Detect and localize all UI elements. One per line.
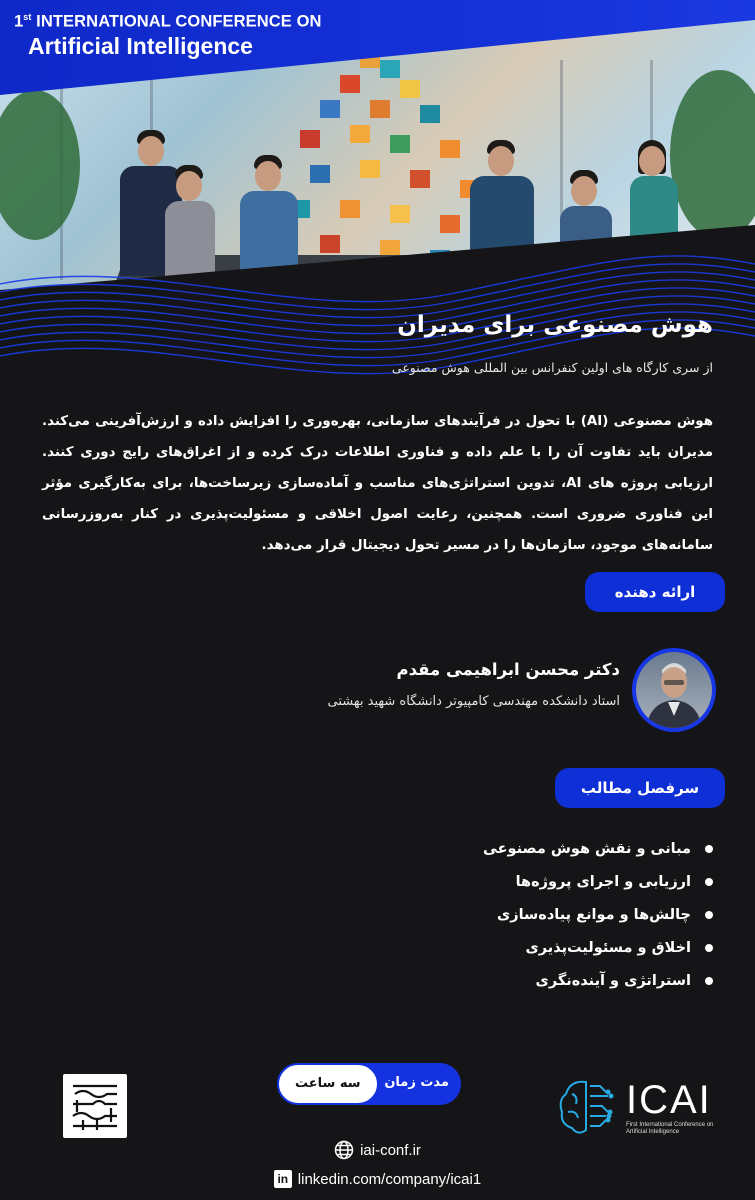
conference-line-1: 1st INTERNATIONAL CONFERENCE ON [14, 12, 322, 31]
website-link[interactable] [0, 1140, 755, 1160]
brain-circuit-icon [556, 1074, 620, 1138]
duration-label: مدت زمان [384, 1075, 449, 1090]
linkedin-url[interactable]: linkedin.com/company/icai1 [297, 1170, 482, 1188]
presenter-photo [636, 652, 712, 728]
icai-subtitle: First International Conference on Artificial Intelligence [626, 1122, 714, 1135]
topics-list [483, 832, 713, 997]
linkedin-icon: in [274, 1170, 292, 1188]
bullet-icon [705, 977, 713, 985]
bullet-icon [705, 878, 713, 886]
globe-icon [334, 1140, 354, 1160]
conference-line-2: Artificial Intelligence [28, 33, 253, 59]
presenter-position: استاد دانشکده مهندسی کامپیوتر دانشگاه شهید بهشتی [327, 694, 620, 709]
bullet-icon [705, 845, 713, 853]
topic-item: ارزیابی و اجرای پروژه‌ها [483, 865, 713, 898]
presenter-section-label: ارائه دهنده [585, 572, 725, 612]
website-url[interactable]: iai-conf.ir [360, 1141, 421, 1159]
linkedin-link[interactable] [0, 1170, 755, 1188]
topic-item: چالش‌ها و موانع پیاده‌سازی [483, 898, 713, 931]
duration-badge [277, 1063, 461, 1105]
duration-value: سه ساعت [295, 1076, 361, 1091]
university-logo [63, 1074, 127, 1138]
topic-item: مبانی و نقش هوش مصنوعی [483, 832, 713, 865]
university-calligraphy-icon [63, 1074, 127, 1138]
topics-section-label: سرفصل مطالب [555, 768, 725, 808]
topic-item: اخلاق و مسئولیت‌پذیری [483, 931, 713, 964]
workshop-subtitle: از سری کارگاه های اولین کنفرانس بین المللی هوش مصنوعی [391, 360, 713, 375]
bullet-icon [705, 944, 713, 952]
icai-logo [556, 1074, 726, 1138]
bullet-icon [705, 911, 713, 919]
presenter-avatar [632, 648, 716, 732]
presenter-name: دکتر محسن ابراهیمی مقدم [396, 660, 620, 679]
icai-wordmark: ICAI [626, 1078, 712, 1122]
topic-item: استراتژی و آینده‌نگری [483, 964, 713, 997]
plant-left [0, 90, 80, 240]
plant-right [670, 70, 755, 240]
workshop-description: هوش مصنوعی (AI) با تحول در فرآیندهای سازمانی، بهره‌وری را افزایش داده و ارزش‌آفرینی می‌کند. مدیران باید تفاوت آن را با علم داده و فناوری اطلاعات درک کرده و از اغراق‌های رایج دوری کنند. ارزیابی پروژه های AI، تدوین استراتژی‌های مناسب و آماده‌سازی زیرساخت‌ها، برای به‌کارگیری مؤثر این فناوری ضروری است. همچنین، رعایت اصول اخلاقی و مسئولیت‌پذیری در کنار به‌روزرسانی سامانه‌های موجود، سازمان‌ها را در مسیر تحول دیجیتال قرار می‌دهد. [42, 414, 713, 553]
workshop-title: هوش مصنوعی برای مدیران [397, 312, 713, 338]
wave-lines-decoration [0, 230, 755, 380]
